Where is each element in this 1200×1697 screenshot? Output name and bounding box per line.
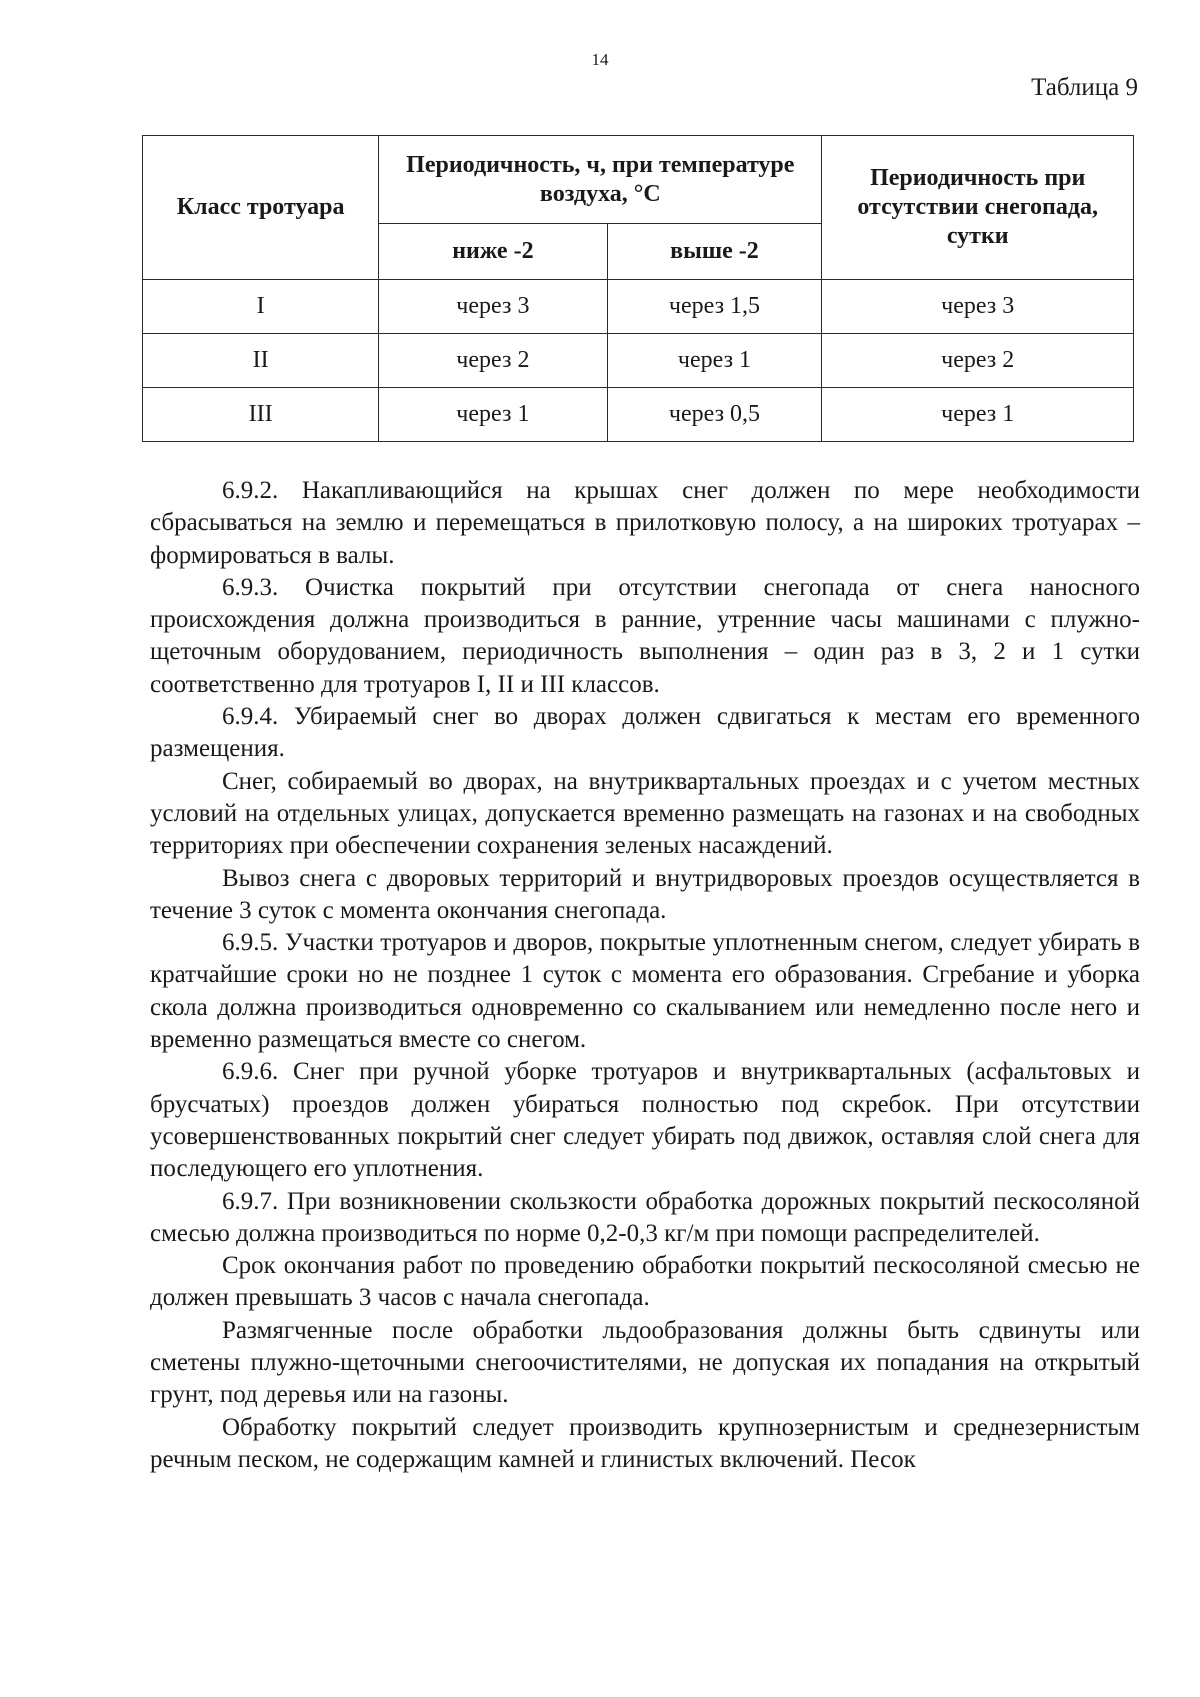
body-text xyxy=(150,475,1140,1476)
header-below: ниже -2 xyxy=(379,224,607,280)
cell-class: I xyxy=(143,280,379,334)
cell-below: через 1 xyxy=(379,388,607,442)
paragraph: Вывоз снега с дворовых территорий и внутридворовых проездов осуществляется в течение 3 суток с момента окончания снегопада. xyxy=(150,864,1140,924)
paragraph: Размягченные после обработки льдообразования должны быть сдвинуты или сметены плужно-щеточными снегоочистителями, не допуская их попадания на открытый грунт, под деревья или на газоны. xyxy=(150,1316,1140,1409)
table-header-row xyxy=(143,136,1134,224)
page-number: 14 xyxy=(591,50,609,69)
paragraph-6-9-5: 6.9.5. Участки тротуаров и дворов, покрытые уплотненным снегом, следует убирать в кратчайшие сроки но не позднее 1 суток с момента его образования. Сгребание и уборка скола должна производиться одновременно со скалыванием или немедленно после него и временно размещаться вместе со снегом. xyxy=(150,929,1140,1054)
cell-above: через 1,5 xyxy=(607,280,822,334)
cell-class: III xyxy=(143,388,379,442)
cell-no-snow: через 1 xyxy=(822,388,1134,442)
paragraph-6-9-4: 6.9.4. Убираемый снег во дворах должен сдвигаться к местам его временного размещения. xyxy=(150,703,1140,763)
table-row xyxy=(143,280,1134,334)
cell-below: через 3 xyxy=(379,280,607,334)
cell-below: через 2 xyxy=(379,334,607,388)
table-row xyxy=(143,334,1134,388)
paragraph-6-9-2: 6.9.2. Накапливающийся на крышах снег должен по мере необходимости сбрасываться на землю и перемещаться в прилотковую полосу, а на широких тротуарах – формироваться в валы. xyxy=(150,477,1140,569)
paragraph-6-9-6: 6.9.6. Снег при ручной уборке тротуаров и внутриквартальных (асфальтовых и брусчатых) проездов должен убираться полностью под скребок. При отсутствии усовершенствованных покрытий снег следует убирать под движок, оставляя слой снега для последующего его уплотнения. xyxy=(150,1058,1140,1183)
table-caption: Таблица 9 xyxy=(1031,74,1138,101)
paragraph: Снег, собираемый во дворах, на внутриквартальных проездах и с учетом местных условий на отдельных улицах, допускается временно размещать на газонах и на свободных территориях при обеспечении сохранения зеленых насаждений. xyxy=(150,767,1140,860)
header-above: выше -2 xyxy=(607,224,822,280)
snow-cleaning-table xyxy=(142,135,1134,442)
cell-no-snow: через 3 xyxy=(822,280,1134,334)
table-row xyxy=(143,388,1134,442)
paragraph: Обработку покрытий следует производить крупнозернистым и среднезернистым речным песком, не содержащим камней и глинистых включений. Песок xyxy=(150,1413,1140,1473)
cell-no-snow: через 2 xyxy=(822,334,1134,388)
cell-class: II xyxy=(143,334,379,388)
paragraph-6-9-3: 6.9.3. Очистка покрытий при отсутствии снегопада от снега наносного происхождения должна производиться в ранние, утренние часы машинами с плужно-щеточным оборудованием, периодичность выполнения – один раз в 3, 2 и 1 сутки соответственно для тротуаров I, II и III классов. xyxy=(150,573,1140,698)
paragraph-6-9-7: 6.9.7. При возникновении скользкости обработка дорожных покрытий пескосоляной смесью должна производиться по норме 0,2-0,3 кг/м при помощи распределителей. xyxy=(150,1187,1140,1247)
paragraph: Срок окончания работ по проведению обработки покрытий пескосоляной смесью не должен превышать 3 часов с начала снегопада. xyxy=(150,1252,1140,1312)
header-class: Класс тротуара xyxy=(143,136,379,280)
header-periodicity: Периодичность, ч, при температуре воздуха, °C xyxy=(379,136,822,224)
header-no-snow: Периодичность при отсутствии снегопада, сутки xyxy=(822,136,1134,280)
cell-above: через 1 xyxy=(607,334,822,388)
cell-above: через 0,5 xyxy=(607,388,822,442)
